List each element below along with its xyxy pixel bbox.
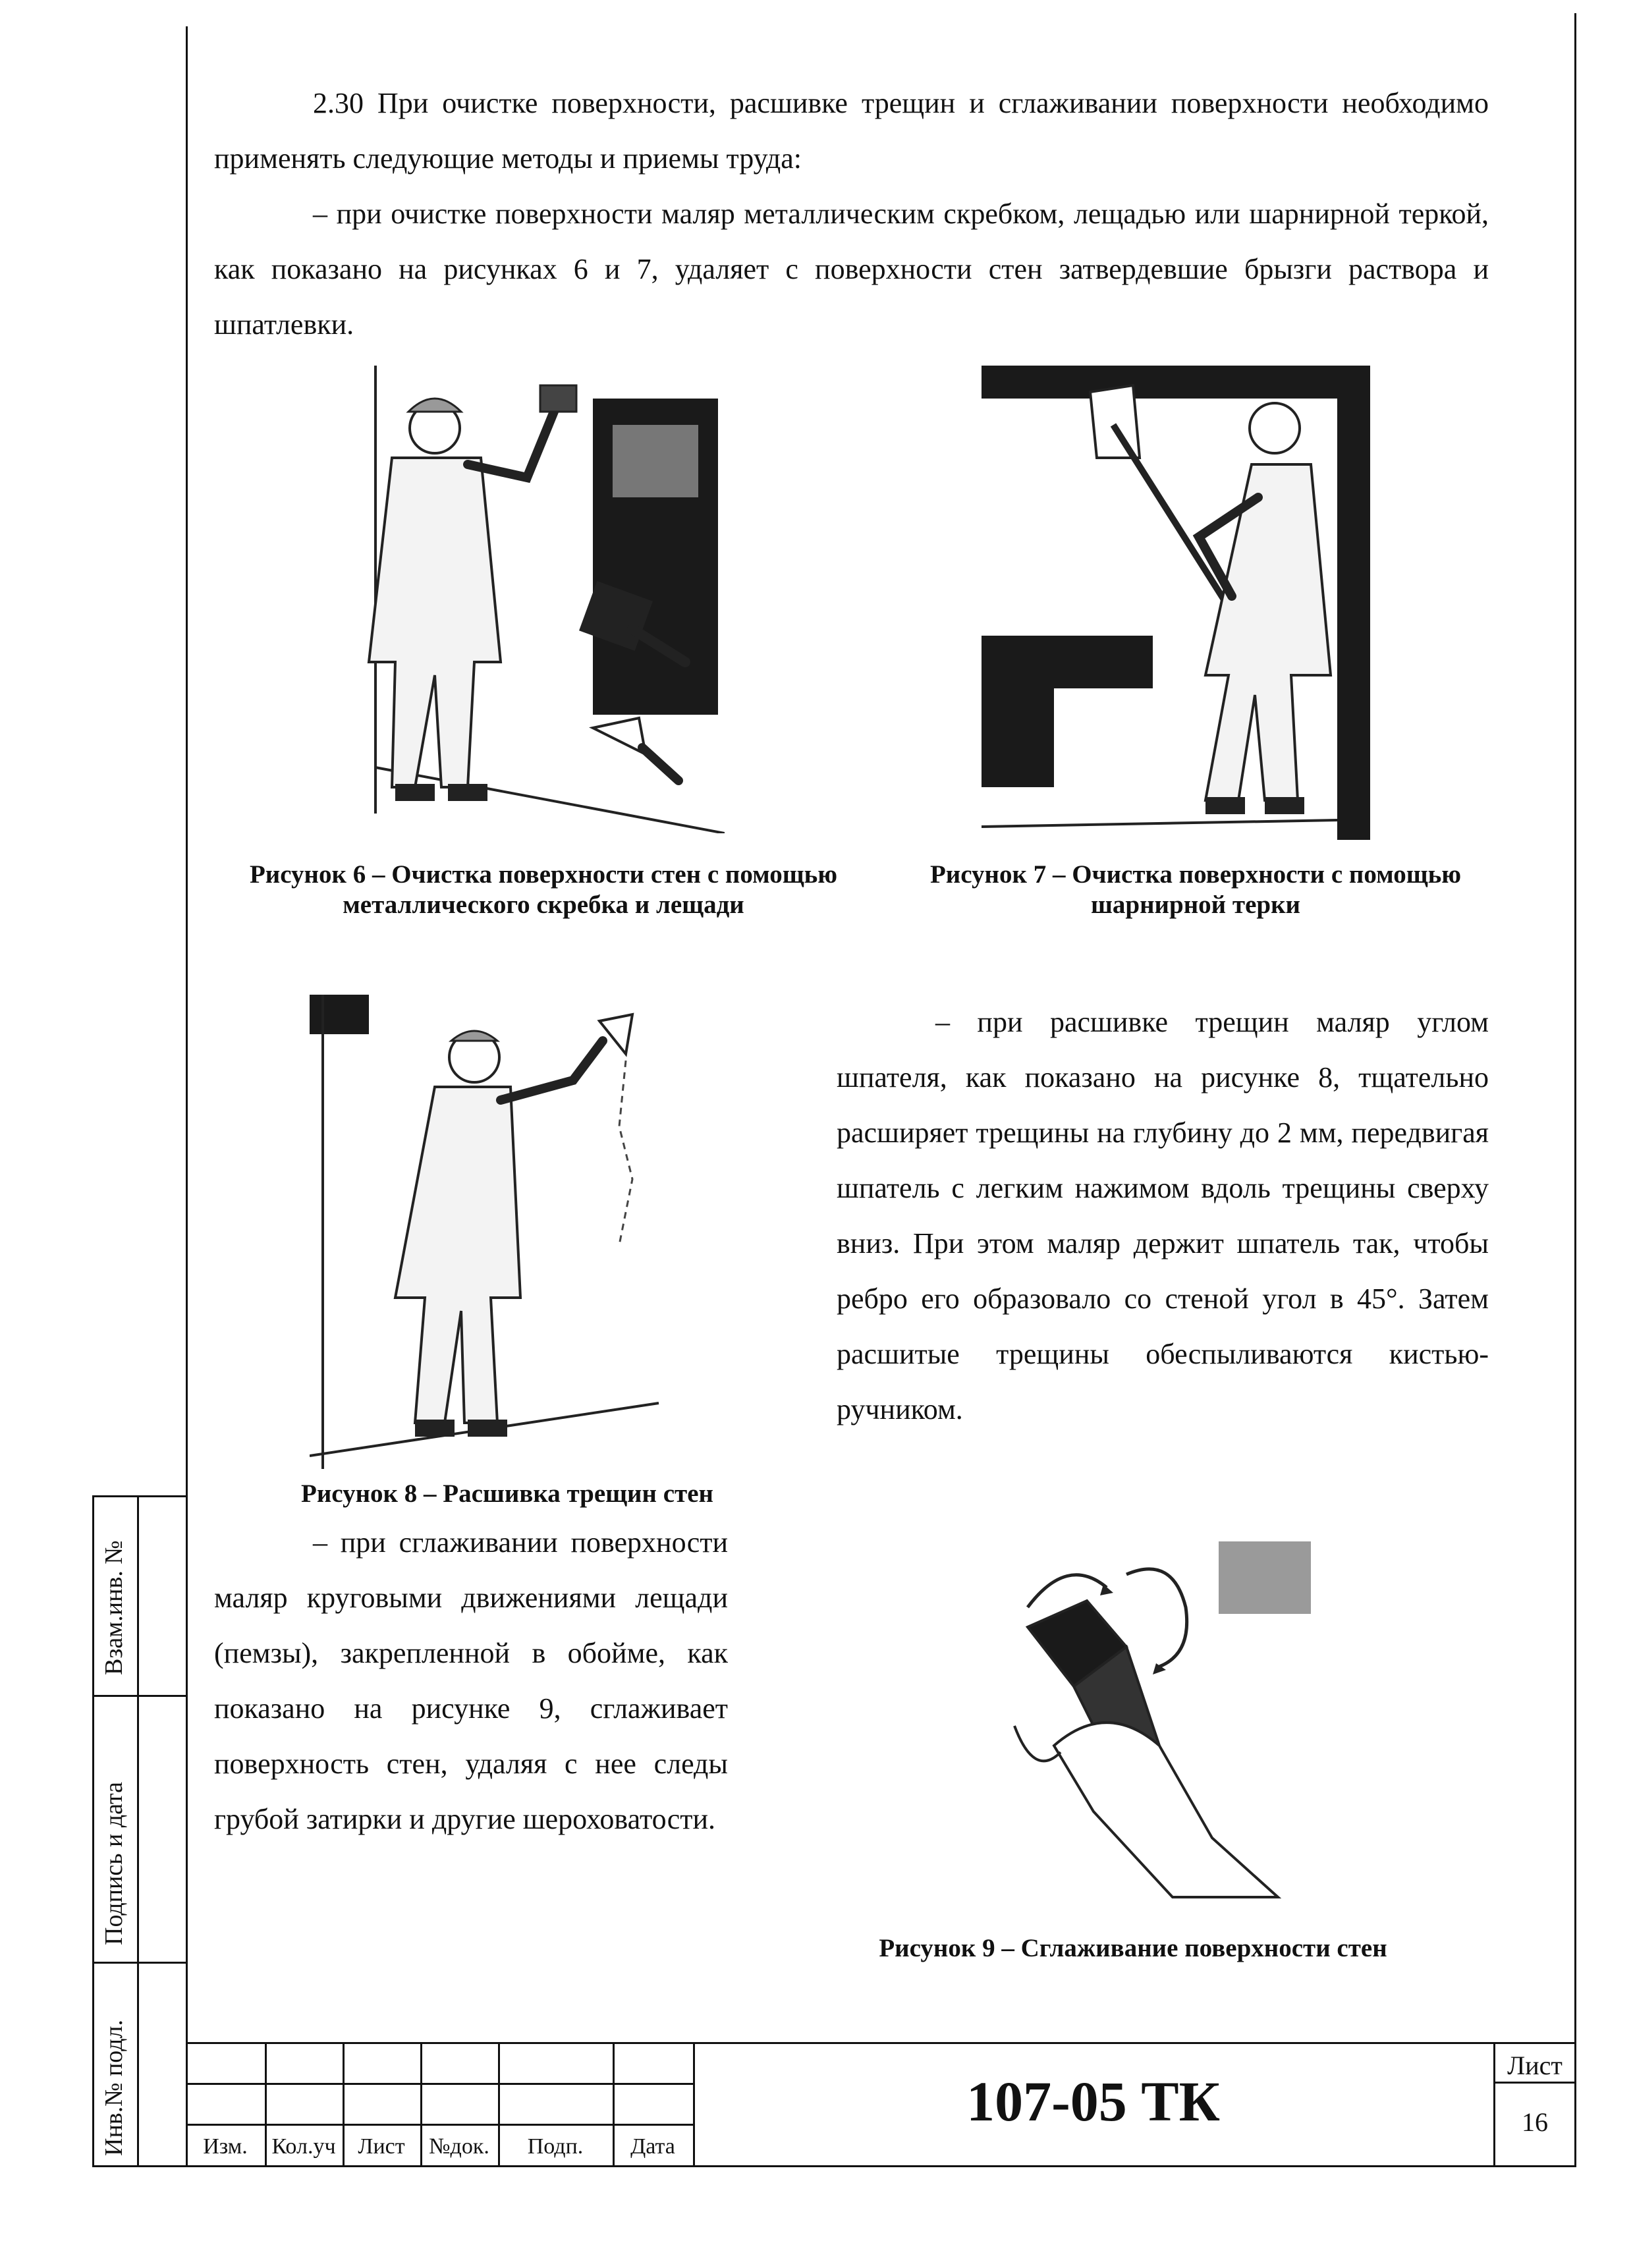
title-block-row-line (186, 2124, 693, 2126)
replace-inv-label: Взам.инв. № (100, 1540, 128, 1675)
frame-right-line (1574, 13, 1576, 2167)
side-stamp-row-line (94, 1962, 186, 1964)
col-header-data: Дата (630, 2134, 675, 2159)
cleaning-paragraph: – при очистке поверхности маляр металлическим скребком, лещадью или шарнирной теркой, как показано на рисунках 6 и 7, удаляет с поверхности стен затвердевшие брызги раствора и шпатлевки. (214, 198, 1489, 341)
figure-8-image (310, 995, 678, 1469)
cracks-paragraph: – при расшивке трещин маляр углом шпателя, как показано на рисунке 8, тщательно расширяет трещины на глубину до 2 мм, передвигая шпатель с легким нажимом вдоль трещины сверху вниз. При этом маляр держит шпатель так, чтобы ребро его образовало со стеной угол в 45°. Затем расшитые трещины обеспыливаются кистью-ручником. (837, 1006, 1489, 1425)
figure-8-caption: Рисунок 8 – Расшивка трещин стен (301, 1480, 713, 1508)
figure-6-image (329, 359, 725, 833)
cracks-block (837, 995, 1489, 1437)
figure-9-image (975, 1528, 1344, 1917)
intro-block (214, 76, 1489, 352)
side-stamp-divider (137, 1497, 139, 2165)
document-code: 107-05 ТК (966, 2070, 1220, 2133)
title-block (186, 2042, 1576, 2167)
col-header-izm: Изм. (203, 2134, 248, 2159)
title-block-top-line (186, 2042, 1576, 2044)
side-stamp (92, 1495, 188, 2167)
col-header-kol: Кол.уч (271, 2134, 336, 2159)
signature-date-label: Подпись и дата (100, 1781, 128, 1945)
title-block-row-line (186, 2083, 693, 2085)
figure-7-caption: Рисунок 7 – Очистка поверхности с помощью шарнирной терки (929, 860, 1462, 919)
smoothing-paragraph: – при сглаживании поверхности маляр круговыми движениями лещади (пемзы), закрепленной в обойме, как показано на рисунке 9, сглаживает поверхность стен, удаляя с нее следы грубой затирки и другие шероховатости. (214, 1526, 728, 1835)
figure-6-caption: Рисунок 6 – Очистка поверхности стен с помощью металлического скребка и лещади (249, 860, 838, 919)
sheet-label: Лист (1507, 2051, 1563, 2080)
smoothing-block (214, 1515, 728, 1847)
col-header-list: Лист (358, 2134, 405, 2159)
intro-paragraph: 2.30 При очистке поверхности, расшивке трещин и сглаживании поверхности необходимо применять следующие методы и приемы труда: (214, 87, 1489, 175)
orig-inv-label: Инв.№ подл. (100, 2019, 128, 2156)
figure-9-caption: Рисунок 9 – Сглаживание поверхности стен (879, 1934, 1387, 1962)
figure-7-image (982, 366, 1377, 840)
sheet-number: 16 (1522, 2107, 1548, 2137)
side-stamp-row-line (94, 1695, 186, 1697)
sheet-divider-line (1493, 2082, 1576, 2084)
col-header-ndok: №док. (429, 2134, 489, 2159)
col-header-podp: Подп. (527, 2134, 584, 2159)
